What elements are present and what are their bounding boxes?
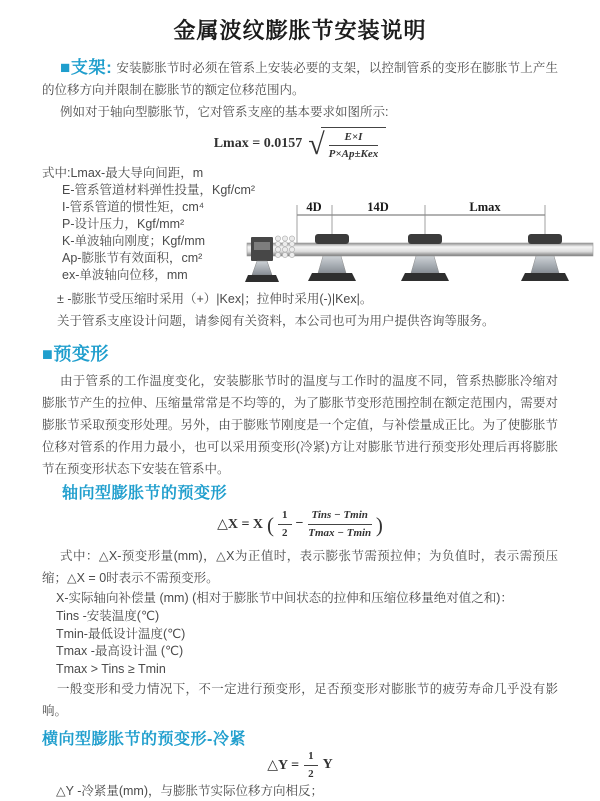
- dx-explanation-paragraph: 式中：△X-预变形量(mm)，△X为正值时，表示膨张节需预拉伸；为负值时，表示需预压缩；△X = 0时表示不需预变形。: [42, 549, 558, 585]
- temp-fraction-denominator: Tmax − Tmin: [308, 526, 372, 539]
- lmax-formula-lhs: Lmax = 0.0157: [213, 136, 303, 151]
- dim-label-4d: 4D: [306, 200, 322, 214]
- definitions-and-diagram: [42, 165, 558, 284]
- bellows-icon: [275, 236, 294, 258]
- sign-convention-note: ± -膨胀节受压缩时采用（+）|Kex|；拉伸时采用(-)|Kex|。: [57, 292, 373, 306]
- predeform-section-heading: ■预变形: [42, 344, 109, 364]
- definition-line: 式中:Lmax-最大导向间距，m: [42, 166, 204, 180]
- dx-formula-lhs: △X = X: [217, 516, 264, 532]
- pipe: [247, 243, 593, 256]
- minus-sign: −: [295, 516, 304, 531]
- axial-predeform-formula: △X = X ( $\frac{1}{2}$ − $\frac{\text{Tins − Tmin}}{Tmax - Tmin}$ ): [217, 509, 383, 539]
- definition-line: E-管系管道材料弹性投量，Kgf/cm²: [62, 183, 256, 197]
- guide-support-icon: [308, 234, 356, 281]
- guide-support-icon: [401, 234, 449, 281]
- support-section-heading: ■支架:: [60, 58, 113, 77]
- definition-line: P-设计压力，Kgf/mm²: [62, 217, 185, 231]
- half-denominator: 2: [308, 767, 314, 780]
- one-half-fraction: [304, 749, 318, 781]
- parameter-line: X-实际轴向补偿量 (mm) (相对于膨胀节中间状态的拉伸和压缩位移量绝对值之和)：: [56, 591, 513, 605]
- lmax-fraction-denominator: P×Ap±Kex: [328, 148, 379, 160]
- dim-label-lmax: Lmax: [469, 200, 501, 214]
- support-example-line: 例如对于轴向型膨胀节，它对管系支座的基本要求如图所示:: [60, 105, 389, 119]
- lateral-subsection-heading: 横向型膨胀节的预变形-冷紧: [42, 731, 246, 748]
- parameter-line: Tmin-最低设计温度(℃): [56, 626, 186, 641]
- one-half-fraction: [278, 508, 292, 540]
- parameter-line: Tins -安装温度(℃): [56, 609, 160, 623]
- temperature-fraction: [308, 508, 372, 540]
- lmax-formula: Lmax = 0.0157 √ $\frac{E\times I}{\text{P×Ap±Kex}}$: [42, 125, 558, 163]
- pipe-support-spacing-diagram: [245, 197, 595, 297]
- half-numerator: 1: [304, 749, 318, 765]
- temp-fraction-numerator: Tins − Tmin: [308, 508, 372, 524]
- dy-formula-rhs: Y: [322, 757, 333, 772]
- dim-label-14d: 14D: [367, 200, 389, 214]
- general-deform-note: 一般变形和受力情况下，不一定进行预变形，足否预变形对膨胀节的疲劳寿命几乎没有影响。: [42, 682, 558, 718]
- half-denominator: 2: [282, 526, 288, 539]
- definition-line: Ap-膨胀节有效面积，cm²: [62, 251, 203, 265]
- parameter-line: Tmax > Tins ≥ Tmin: [56, 661, 166, 676]
- axial-parameter-list: [42, 589, 558, 678]
- lateral-predeform-formula: [42, 751, 558, 779]
- lmax-fraction: [329, 130, 379, 162]
- lmax-fraction-numerator: E×I: [329, 130, 379, 146]
- consulting-note: 关于管系支座设计问题，请参阅有关资料，本公司也可为用户提供咨询等服务。: [57, 314, 495, 328]
- predeform-paragraph: 由于管系的工作温度变化，安装膨胀节时的温度与工作时的温度不同，管系热膨胀冷缩对膨胀节产生的拉伸、压缩量常常是不均等的，为了膨胀节变形范围控制在额定范围内，需要对膨胀节采取预变形处理。另外，由于膨账节刚度是一个定值，与补偿量成正比。为了使膨胀节位移对管系的作用力最小，也可以采用预变形(冷紧)方让对膨胀节进行预变形处理后再将膨胀节在预变形状态下安装在管系中。: [42, 374, 558, 476]
- definition-line: K-单波轴向刚度；Kgf/mm: [62, 234, 206, 248]
- support-intro-paragraph: [42, 57, 558, 101]
- sqrt-content: [321, 127, 387, 162]
- definition-line: ex-单波轴向位移，mm: [62, 268, 188, 282]
- definition-line: I-管系管道的惯性矩，cm⁴: [62, 200, 205, 214]
- support-intro-text: 安装膨胀节时必须在管系上安装必要的支架，以控制管系的变形在膨胀节上产生的位移方向并限制在膨胀节的额定位移范围内。: [42, 61, 558, 97]
- page-title: 金属波纹膨胀节安装说明: [173, 18, 427, 43]
- axial-subsection-heading: 轴向型膨胀节的预变形: [62, 485, 228, 502]
- dy-definition-note: △Y -冷紧量(mm)，与膨胀节实际位移方向相反；: [56, 784, 324, 798]
- guide-support-icon: [521, 234, 569, 281]
- dy-formula-lhs: △Y =: [267, 757, 300, 773]
- half-numerator: 1: [278, 508, 292, 524]
- parameter-line: Tmax -最高设计温 (℃): [56, 644, 184, 658]
